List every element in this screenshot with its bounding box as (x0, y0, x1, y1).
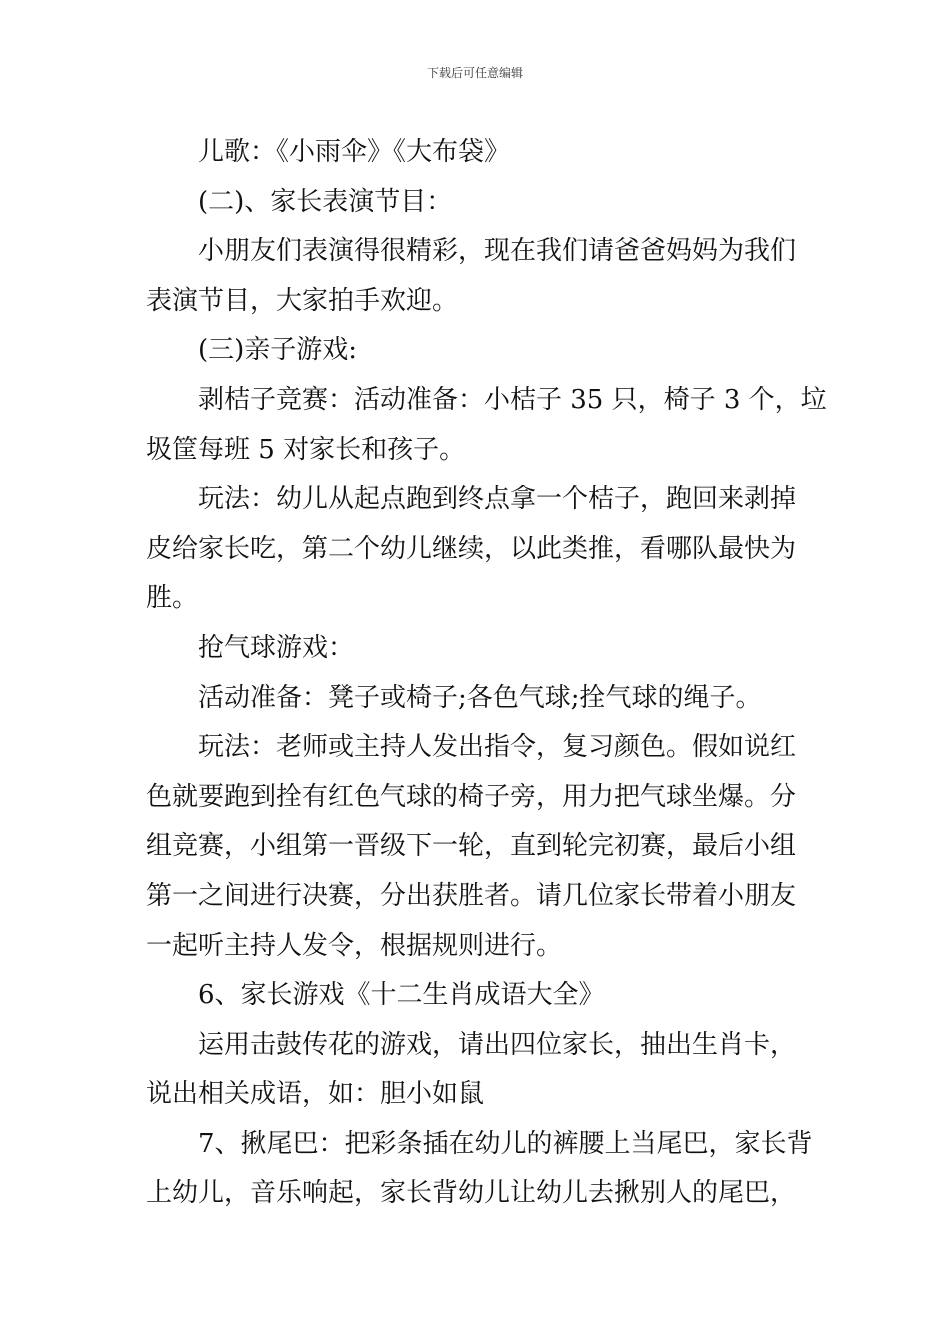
text-line: 儿歌：《小雨伞》《大布袋》 (198, 137, 511, 167)
text-line: 色就要跑到拴有红色气球的椅子旁，用力把气球坐爆。分 (146, 781, 797, 812)
text-line: 胜。 (146, 583, 199, 614)
text-line: 圾筐每班 5 对家长和孩子。 (146, 434, 466, 465)
text-line: 抢气球游戏： (198, 632, 355, 663)
text-line: 玩法：幼儿从起点跑到终点拿一个桔子，跑回来剥掉 (198, 484, 797, 515)
text-line: 上幼儿，音乐响起，家长背幼儿让幼儿去揪别人的尾巴， (146, 1178, 797, 1209)
text-line: 组竞赛，小组第一晋级下一轮，直到轮完初赛，最后小组 (146, 831, 797, 862)
page-header-note: 下载后可任意编辑 (426, 66, 523, 80)
text-line: 剥桔子竞赛：活动准备：小桔子 35 只，椅子 3 个，垃 (198, 384, 827, 415)
text-line: 7、揪尾巴：把彩条插在幼儿的裤腰上当尾巴，家长背 (198, 1128, 813, 1159)
text-line: 皮给家长吃，第二个幼儿继续，以此类推，看哪队最快为 (146, 533, 797, 564)
text-line: 6、家长游戏《十二生肖成语大全》 (198, 980, 605, 1011)
text-line: 玩法：老师或主持人发出指令，复习颜色。假如说红 (198, 732, 797, 763)
text-line: 小朋友们表演得很精彩，现在我们请爸爸妈妈为我们 (198, 236, 797, 267)
document-body (146, 128, 827, 1219)
text-line: 表演节目，大家拍手欢迎。 (146, 285, 459, 316)
text-line: (三)亲子游戏: (198, 335, 358, 366)
text-line: 运用击鼓传花的游戏，请出四位家长，抽出生肖卡， (198, 1029, 797, 1060)
text-line: 第一之间进行决赛，分出获胜者。请几位家长带着小朋友 (146, 880, 797, 911)
text-line: (二)、家长表演节目： (198, 186, 453, 217)
text-line: 一起听主持人发令，根据规则进行。 (146, 930, 563, 961)
text-line: 活动准备：凳子或椅子;各色气球;拴气球的绳子。 (198, 682, 762, 713)
text-line: 说出相关成语，如：胆小如鼠 (146, 1079, 485, 1110)
